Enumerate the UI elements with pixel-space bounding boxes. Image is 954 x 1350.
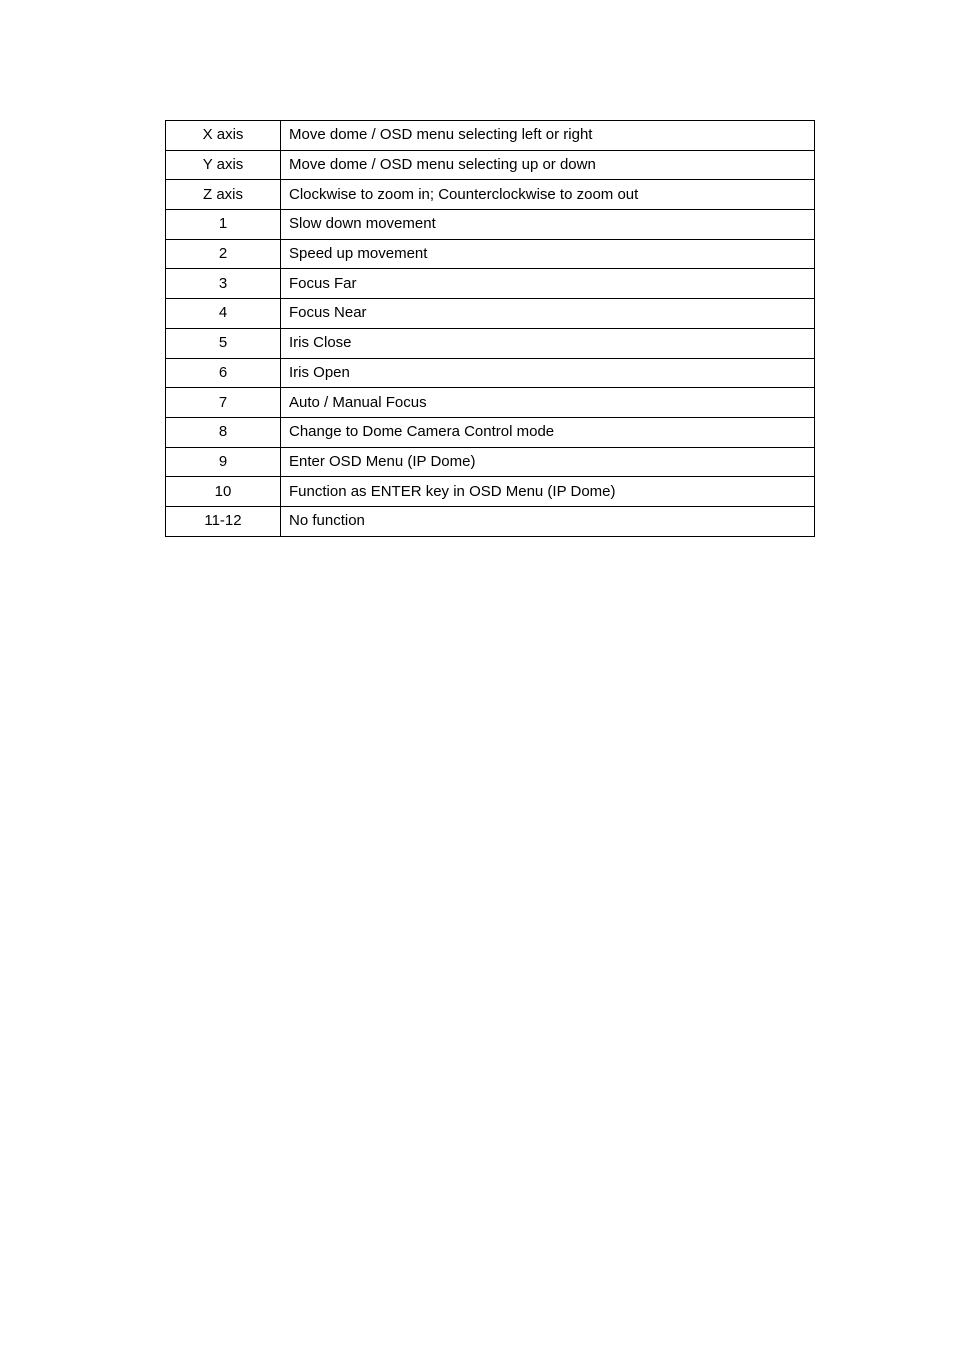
control-key-cell: 10 bbox=[166, 477, 281, 507]
table-row bbox=[166, 447, 815, 477]
function-description-cell: Clockwise to zoom in; Counterclockwise to zoom out bbox=[281, 180, 815, 210]
table-body bbox=[166, 121, 815, 537]
control-key-cell: 9 bbox=[166, 447, 281, 477]
table-row bbox=[166, 150, 815, 180]
function-description-cell: Enter OSD Menu (IP Dome) bbox=[281, 447, 815, 477]
table-row bbox=[166, 328, 815, 358]
control-key-cell: Z axis bbox=[166, 180, 281, 210]
control-key-cell: X axis bbox=[166, 121, 281, 151]
function-description-cell: Auto / Manual Focus bbox=[281, 388, 815, 418]
control-key-cell: 4 bbox=[166, 299, 281, 329]
function-description-cell: Function as ENTER key in OSD Menu (IP Dome) bbox=[281, 477, 815, 507]
function-description-cell: Move dome / OSD menu selecting up or down bbox=[281, 150, 815, 180]
control-key-cell: 2 bbox=[166, 239, 281, 269]
joystick-button-function-table bbox=[165, 120, 815, 537]
control-key-cell: 8 bbox=[166, 417, 281, 447]
control-key-cell: 7 bbox=[166, 388, 281, 418]
table-row bbox=[166, 388, 815, 418]
table-row bbox=[166, 210, 815, 240]
function-description-cell: Move dome / OSD menu selecting left or right bbox=[281, 121, 815, 151]
control-key-cell: 1 bbox=[166, 210, 281, 240]
function-description-cell: Speed up movement bbox=[281, 239, 815, 269]
table-row bbox=[166, 299, 815, 329]
control-key-cell: 5 bbox=[166, 328, 281, 358]
function-description-cell: Iris Open bbox=[281, 358, 815, 388]
table-row bbox=[166, 358, 815, 388]
function-description-cell: Focus Near bbox=[281, 299, 815, 329]
function-description-cell: No function bbox=[281, 506, 815, 536]
control-key-cell: 11-12 bbox=[166, 506, 281, 536]
table-row bbox=[166, 269, 815, 299]
function-description-cell: Slow down movement bbox=[281, 210, 815, 240]
function-description-cell: Iris Close bbox=[281, 328, 815, 358]
table-row bbox=[166, 506, 815, 536]
control-key-cell: 6 bbox=[166, 358, 281, 388]
control-key-cell: Y axis bbox=[166, 150, 281, 180]
function-description-cell: Change to Dome Camera Control mode bbox=[281, 417, 815, 447]
table-row bbox=[166, 417, 815, 447]
function-description-cell: Focus Far bbox=[281, 269, 815, 299]
table-row bbox=[166, 239, 815, 269]
control-key-cell: 3 bbox=[166, 269, 281, 299]
table-row bbox=[166, 477, 815, 507]
table-row bbox=[166, 121, 815, 151]
table-row bbox=[166, 180, 815, 210]
